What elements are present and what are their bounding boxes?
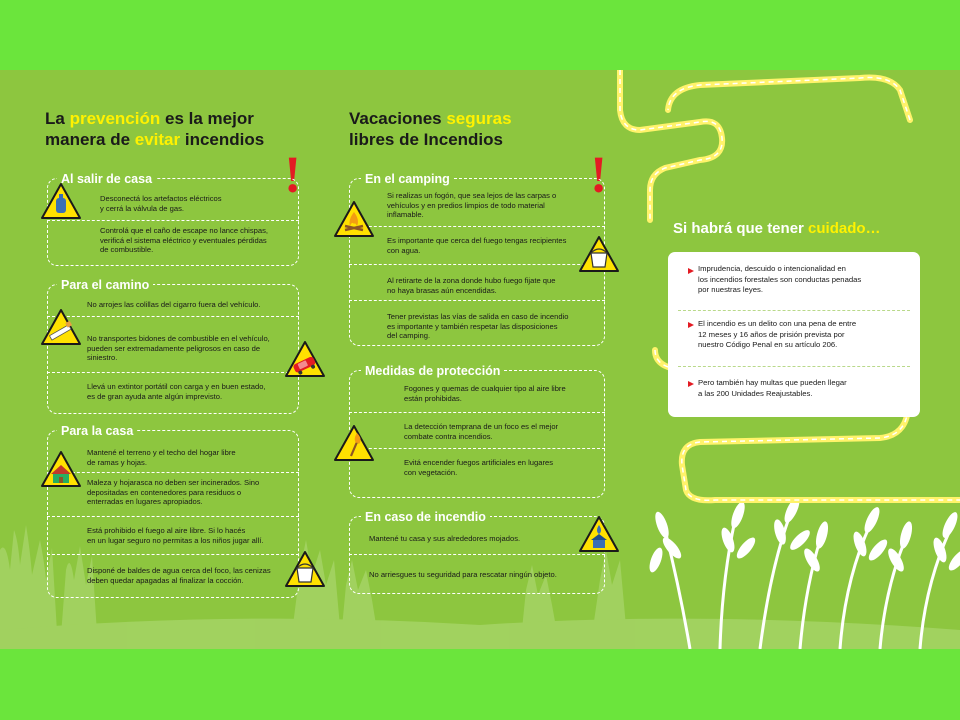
separator xyxy=(47,316,299,317)
list-item: Tener previstas las vías de salida en caso de incendio es importante y también respetar las disposiciones del camping. xyxy=(387,312,569,341)
middle-title-highlight: seguras xyxy=(446,109,512,128)
section-title: Para el camino xyxy=(57,278,153,294)
left-title-part: manera de xyxy=(45,130,135,149)
separator xyxy=(349,554,605,555)
section-title: Al salir de casa xyxy=(57,172,156,188)
left-title xyxy=(45,108,264,150)
careful-heading xyxy=(673,220,881,237)
middle-title xyxy=(349,108,512,150)
separator xyxy=(47,472,299,473)
match-flame-icon xyxy=(333,424,375,462)
arrow-bullet-icon xyxy=(688,381,694,387)
exclamation-icon: ! xyxy=(284,147,302,204)
list-item: Mantené tu casa y sus alrededores mojados. xyxy=(369,534,521,543)
list-item: Evitá encender fuegos artificiales en lugares con vegetación. xyxy=(404,458,554,477)
list-item: El incendio es un delito con una pena de entre 12 meses y 16 años de prisión prevista por nuestro Código Penal en su artículo 206. xyxy=(698,319,857,350)
list-item: Es importante que cerca del fuego tengas recipientes con agua. xyxy=(387,236,567,255)
left-title-part: incendios xyxy=(180,130,265,149)
exclamation-icon: ! xyxy=(590,147,608,204)
list-item: Controlá que el caño de escape no lance chispas, verificá el sistema eléctrico y eventuales pérdidas de combustible. xyxy=(100,226,269,255)
arrow-bullet-icon xyxy=(688,268,694,274)
careful-heading-highlight: cuidado… xyxy=(808,220,881,237)
list-item: No transportes bidones de combustible en el vehículo, pueden ser extremadamente peligrosos en caso de siniestro. xyxy=(87,334,270,363)
separator xyxy=(678,366,910,367)
separator xyxy=(349,412,605,413)
list-item: Imprudencia, descuido o intencionalidad en los incendios forestales son conductas penadas por nuestras leyes. xyxy=(698,264,862,295)
left-title-part: La xyxy=(45,109,70,128)
list-item: Pero también hay multas que pueden llegar a las 200 Unidades Reajustables. xyxy=(698,378,847,398)
list-item: Desconectá los artefactos eléctricos y cerrá la válvula de gas. xyxy=(100,194,222,213)
list-item: No arriesgues tu seguridad para rescatar ningún objeto. xyxy=(369,570,557,579)
left-title-highlight: evitar xyxy=(134,130,181,149)
poster xyxy=(0,70,960,649)
cigarette-icon xyxy=(40,308,82,346)
section-title: En caso de incendio xyxy=(361,510,490,526)
list-item: Maleza y hojarasca no deben ser incinerados. Sino depositadas en contenedores para residuos o enterradas en lugares apropiados. xyxy=(87,478,260,507)
separator xyxy=(349,226,605,227)
section-para-camino xyxy=(45,276,300,416)
list-item: Mantené el terreno y el techo del hogar libre de ramas y hojas. xyxy=(87,448,236,467)
gas-cylinder-icon xyxy=(40,182,82,220)
middle-title-part: libres de Incendios xyxy=(349,130,503,149)
separator xyxy=(349,448,605,449)
section-title: En el camping xyxy=(361,172,454,188)
list-item: Fogones y quemas de cualquier tipo al aire libre están prohibidas. xyxy=(404,384,566,403)
careful-heading-part: Si habrá que tener xyxy=(673,220,809,237)
bottom-band xyxy=(0,649,960,720)
list-item: La detección temprana de un foco es el mejor combate contra incendios. xyxy=(404,422,559,441)
section-box xyxy=(349,516,605,594)
section-para-casa xyxy=(45,422,300,602)
section-caso-incendio xyxy=(349,508,607,596)
separator xyxy=(47,220,299,221)
section-medidas xyxy=(349,362,607,500)
arrow-bullet-icon xyxy=(688,322,694,328)
list-item: Disponé de baldes de agua cerca del foco, las cenizas deben quedar apagadas al finalizar la cocción. xyxy=(87,566,271,585)
separator xyxy=(47,372,299,373)
section-title: Medidas de protección xyxy=(361,364,504,380)
list-item: Si realizas un fogón, que sea lejos de las carpas o vehículos y en predios limpios de todo material inflamable. xyxy=(387,191,557,220)
list-item: Al retirarte de la zona donde hubo fuego fijate que no haya brasas aún encendidas. xyxy=(387,276,556,295)
bucket-icon xyxy=(578,235,620,273)
house-icon xyxy=(40,450,82,488)
bucket-icon xyxy=(284,550,326,588)
water-house-icon xyxy=(578,515,620,553)
left-title-highlight: prevención xyxy=(69,109,161,128)
list-item: Está prohibido el fuego al aire libre. Si lo hacés en un lugar seguro no permitas a los niños jugar allí. xyxy=(87,526,264,545)
section-title: Para la casa xyxy=(57,424,137,440)
campfire-icon xyxy=(333,200,375,238)
section-en-camping xyxy=(349,170,607,350)
separator xyxy=(349,264,605,265)
separator xyxy=(47,554,299,555)
top-band xyxy=(0,0,960,70)
left-title-part: es la mejor xyxy=(160,109,254,128)
separator xyxy=(47,516,299,517)
section-al-salir xyxy=(45,170,300,270)
car-icon xyxy=(284,340,326,378)
middle-title-part: Vacaciones xyxy=(349,109,447,128)
separator xyxy=(678,310,910,311)
separator xyxy=(349,300,605,301)
list-item: No arrojes las colillas del cigarro fuera del vehículo. xyxy=(87,300,261,309)
careful-card xyxy=(668,252,920,417)
list-item: Llevá un extintor portátil con carga y en buen estado, es de gran ayuda ante algún imprevisto. xyxy=(87,382,266,401)
